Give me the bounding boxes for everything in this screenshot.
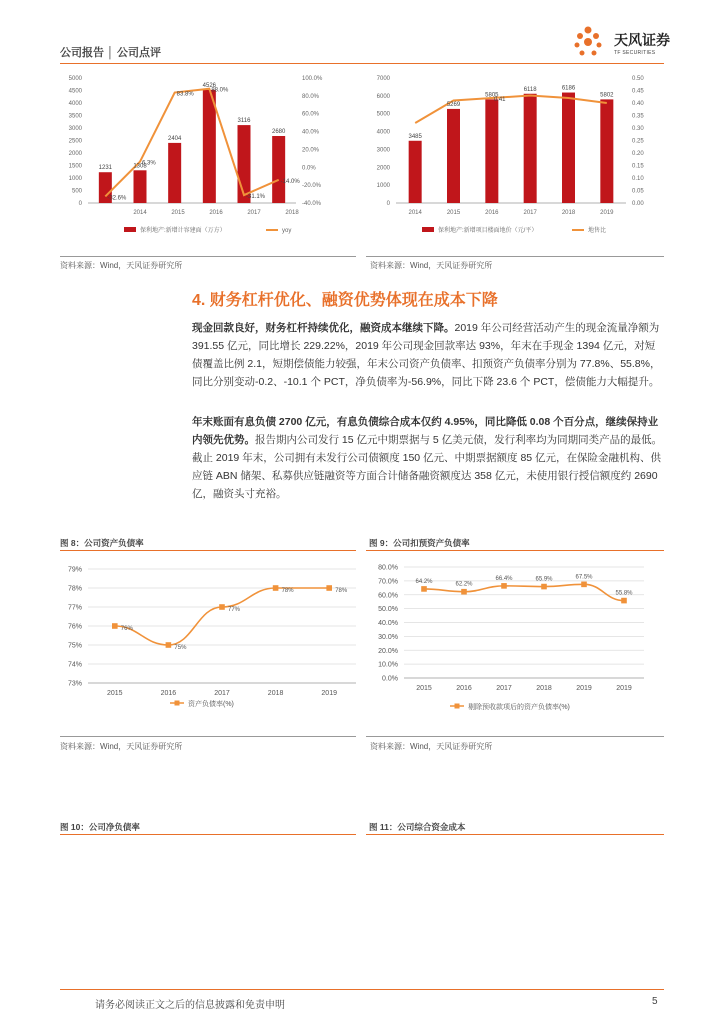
x-tick-label: 2015 (416, 685, 432, 692)
bar-value-label: 6118 (523, 86, 537, 93)
paragraph-cash (192, 319, 664, 391)
logo-name: 天风证券 (614, 32, 670, 48)
y-tick-label: 4500 (68, 88, 82, 95)
y2-tick-label: 0.40 (632, 101, 644, 107)
data-point (501, 583, 507, 589)
line-series (105, 89, 278, 197)
paragraph-body: 2019 年公司经营活动产生的现金流量净额为 391.55 亿元，同比增长 229.22%，2019 年公司现金回款率达 93%，年末在手现金 1394 亿元，对短债覆盖比例 2.1，短期偿债能力较强，年末公司资产负债率、扣预资产负债率分别为 77.8%、55.8%，同比分别变动-0.2、-10.1 个 PCT，净负债率为-56.9%，同比下降 23.6 个 PCT，偿债能力大幅提升。 (192, 322, 661, 388)
y-axis-right (632, 76, 644, 207)
y-axis-left (69, 76, 83, 207)
paragraph-lead: 年末账面有息负债 2700 亿元，有息负债综合成本仅约 4.95%，同比降低 0.08 个百分点，继续保持业内领先优势。 (192, 416, 659, 446)
bar-value-label: 6186 (561, 85, 576, 92)
page-number: 5 (652, 996, 658, 1007)
y-tick-label: 60.0% (378, 592, 398, 600)
y-tick-label: 3000 (376, 147, 390, 154)
legend-bar-label: 保利地产:新增计容建面（万方） (140, 228, 226, 234)
figure-title: 图 9：公司扣预资产负债率 (369, 538, 470, 548)
bar-series (99, 87, 285, 203)
y-axis (68, 567, 82, 688)
line-series (421, 582, 627, 604)
data-point (421, 586, 427, 592)
y-tick-label: 5000 (68, 76, 82, 82)
header-divider (60, 63, 664, 64)
bar-value-label: 1231 (98, 165, 113, 172)
x-tick-label: 2014 (133, 210, 147, 216)
data-labels (408, 86, 614, 140)
y2-tick-label: 0.45 (632, 88, 644, 95)
y-tick-label: 77% (67, 604, 82, 612)
x-tick-label: 2018 (561, 210, 576, 216)
y2-tick-label: 60.0% (302, 111, 320, 118)
logo-subtitle: TF SECURITIES (614, 50, 656, 56)
point-label: 55.8% (615, 590, 633, 597)
data-point (461, 589, 467, 595)
y-axis (378, 565, 398, 683)
x-axis (133, 210, 299, 216)
x-tick-label: 2017 (214, 690, 230, 697)
data-point (219, 604, 225, 610)
bar (203, 90, 216, 203)
point-label: 77% (228, 607, 241, 613)
line-value-label: -32.6% (107, 195, 127, 202)
chart-grid (404, 567, 644, 678)
legend-bar-label: 保利地产:新增项目楼面地价（元/平） (438, 228, 538, 234)
point-label: 67.5% (575, 574, 593, 581)
x-tick-label: 2014 (408, 210, 422, 216)
section-title: 4. 财务杠杆优化、融资优势体现在成本下降 (192, 292, 498, 309)
point-label: 66.4% (495, 575, 513, 582)
figure-title: 图 8：公司资产负债率 (60, 538, 144, 548)
point-label: 78% (281, 588, 294, 594)
bar-value-label: 1308 (133, 163, 147, 170)
y-tick-label: 2500 (68, 138, 82, 145)
y-tick-label: 75% (67, 642, 82, 650)
x-tick-label: 2018 (267, 690, 284, 697)
bar (600, 99, 613, 203)
report-type: 公司报告 │ 公司点评 (60, 47, 161, 59)
y2-tick-label: -40.0% (302, 201, 322, 207)
y2-tick-label: 100.0% (302, 76, 323, 82)
bar-value-label: 5269 (446, 101, 461, 108)
x-tick-label: 2015 (446, 210, 461, 216)
point-label: 78% (335, 588, 348, 594)
y-tick-label: 40.0% (378, 620, 398, 627)
line-value-label: -14.0% (280, 178, 300, 185)
bar-value-label: 2680 (271, 129, 286, 135)
data-point (166, 642, 172, 648)
y-tick-label: 0 (78, 201, 82, 207)
y-tick-label: 30.0% (378, 633, 398, 641)
x-tick-label: 2016 (160, 690, 177, 697)
data-point (621, 598, 627, 604)
line-value-label: 0.41 (493, 97, 506, 103)
point-label: 75% (174, 645, 187, 651)
y-tick-label: 73% (67, 680, 82, 688)
y-tick-label: 3000 (68, 126, 82, 132)
source-divider (366, 736, 664, 737)
y-axis-left (377, 76, 391, 207)
point-label: 64.2% (415, 578, 433, 585)
x-tick-label: 2019 (321, 690, 337, 697)
y-tick-label: 78% (67, 585, 82, 593)
y2-tick-label: 0.30 (632, 126, 644, 132)
y2-tick-label: 0.15 (632, 163, 644, 170)
x-tick-label: 2019 (576, 685, 592, 692)
x-tick-label: 2019 (600, 210, 614, 216)
x-tick-label: 2015 (171, 210, 185, 216)
y2-tick-label: -20.0% (302, 183, 322, 190)
y-tick-label: 3500 (68, 113, 82, 120)
y-tick-label: 2000 (68, 151, 82, 157)
y-tick-label: 20.0% (378, 647, 398, 655)
source-divider (60, 736, 356, 737)
figure-title-rule (366, 834, 664, 835)
series-line (415, 96, 607, 124)
figure-title-rule (60, 550, 356, 551)
x-tick-label: 2015 (107, 690, 123, 697)
line-series (415, 96, 607, 124)
y2-tick-label: 0.05 (632, 188, 644, 195)
chart-land-price (366, 70, 666, 240)
data-point (112, 623, 118, 629)
point-label: 62.2% (455, 581, 473, 588)
y-tick-label: 80.0% (378, 564, 398, 572)
y2-tick-label: 40.0% (302, 129, 320, 136)
bar-value-label: 3485 (408, 133, 422, 140)
y-tick-label: 4000 (376, 129, 390, 136)
bar (238, 125, 251, 203)
y-tick-label: 50.0% (378, 606, 398, 614)
paragraph-debt (192, 413, 664, 503)
x-tick-label: 2018 (285, 210, 299, 216)
figure-title: 图 10：公司净负债率 (60, 822, 140, 832)
y-tick-label: 5000 (376, 111, 390, 118)
y-tick-label: 1000 (68, 176, 82, 182)
data-point (541, 584, 547, 590)
y-tick-label: 79% (67, 566, 82, 574)
source-note: 资料来源：Wind，天风证券研究所 (60, 742, 183, 751)
point-label: 76% (120, 626, 133, 632)
y-axis-right (302, 76, 323, 207)
x-tick-label: 2016 (209, 210, 223, 216)
y-tick-label: 7000 (376, 76, 390, 82)
legend-line-label: yoy (282, 228, 292, 234)
chart-adjusted-debt-ratio (366, 558, 664, 718)
y2-tick-label: 0.00 (632, 201, 644, 207)
y-tick-label: 6000 (376, 93, 390, 100)
bar-value-label: 2404 (167, 135, 182, 142)
disclaimer: 请务必阅读正文之后的信息披露和免责申明 (95, 1000, 285, 1011)
y-tick-label: 0 (386, 201, 390, 207)
y2-tick-label: 0.25 (632, 138, 644, 145)
legend-label: 剔除预收款项后的资产负债率(%) (468, 704, 570, 711)
footer-divider (60, 989, 664, 990)
legend-marker (175, 701, 180, 706)
chart-new-area (60, 70, 360, 240)
y-tick-label: 0.0% (382, 675, 398, 683)
source-divider (366, 256, 664, 257)
legend-bar-swatch (422, 227, 434, 232)
y-tick-label: 1000 (376, 183, 390, 190)
y-tick-label: 10.0% (378, 661, 398, 669)
figure-title-rule (60, 834, 356, 835)
x-axis (408, 210, 614, 216)
data-point (326, 585, 332, 591)
source-divider (60, 256, 356, 257)
x-axis (416, 685, 632, 692)
line-series (112, 585, 332, 648)
y2-tick-label: 0.50 (632, 76, 644, 82)
series-line (424, 581, 624, 600)
y-tick-label: 74% (67, 661, 82, 669)
line-value-label: 6.3% (142, 160, 156, 167)
series-line (115, 588, 329, 645)
x-axis (107, 690, 337, 697)
x-tick-label: 2017 (496, 685, 512, 692)
y2-tick-label: 0.20 (632, 151, 644, 157)
line-value-label: 88.0% (211, 87, 229, 94)
paragraph-lead: 现金回款良好，财务杠杆持续优化，融资成本继续下降。 (192, 322, 455, 334)
x-tick-label: 2016 (456, 685, 472, 692)
legend-label: 资产负债率(%) (188, 701, 234, 708)
bar-value-label: 3116 (237, 118, 251, 125)
paragraph-body: 报告期内公司发行 15 亿元中期票据与 5 亿美元债，发行利率均为同期同类产品的最低。截止 2019 年末，公司拥有未发行公司债额度 150 亿元、中期票据额度 85 亿元，在保险金融机构、供应链 ABN 储架、私募供应链融资等方面合计储备融资额度达 358 亿元，未使用银行授信额度约 2690 亿，融资头寸充裕。 (192, 434, 663, 500)
bar (562, 93, 575, 203)
y-tick-label: 76% (67, 623, 82, 631)
source-note: 资料来源：Wind，天风证券研究所 (370, 261, 493, 270)
legend-line-label: 地售比 (588, 228, 607, 234)
y2-tick-label: 0.10 (632, 176, 644, 182)
y-tick-label: 2000 (376, 165, 390, 172)
y2-tick-label: 0.35 (632, 113, 644, 120)
legend-marker (455, 704, 460, 709)
x-tick-label: 2019 (616, 685, 632, 692)
figure-title-rule (366, 550, 664, 551)
series-line (105, 89, 278, 197)
bar (447, 109, 460, 203)
data-point (581, 582, 587, 588)
bar-value-label: 5802 (600, 92, 614, 99)
chart-debt-ratio (60, 558, 356, 718)
x-tick-label: 2018 (536, 685, 552, 692)
bar (409, 141, 422, 203)
line-value-label: 83.8% (176, 91, 194, 98)
line-value-label: -31.1% (246, 194, 266, 201)
point-label: 65.9% (535, 576, 553, 583)
data-point (273, 585, 279, 591)
bar (168, 143, 181, 203)
x-tick-label: 2016 (485, 210, 499, 216)
x-tick-label: 2017 (523, 210, 537, 216)
y-tick-label: 70.0% (378, 578, 398, 586)
y-tick-label: 4000 (68, 101, 82, 107)
y-tick-label: 1500 (68, 163, 82, 170)
bar (524, 94, 537, 203)
y2-tick-label: 0.0% (302, 165, 316, 172)
data-labels (121, 588, 348, 651)
bar-value-label: 5805 (485, 92, 499, 99)
source-note: 资料来源：Wind，天风证券研究所 (370, 742, 493, 751)
y-tick-label: 500 (71, 188, 82, 195)
bar (272, 136, 285, 203)
y2-tick-label: 20.0% (302, 147, 320, 154)
y2-tick-label: 80.0% (302, 93, 320, 100)
bar (485, 99, 498, 203)
figure-title: 图 11：公司综合资金成本 (369, 822, 466, 832)
bar (134, 170, 147, 203)
bar-value-label: 4526 (202, 82, 217, 89)
legend-bar-swatch (124, 227, 136, 232)
x-tick-label: 2017 (247, 210, 261, 216)
source-note: 资料来源：Wind，天风证券研究所 (60, 261, 183, 270)
